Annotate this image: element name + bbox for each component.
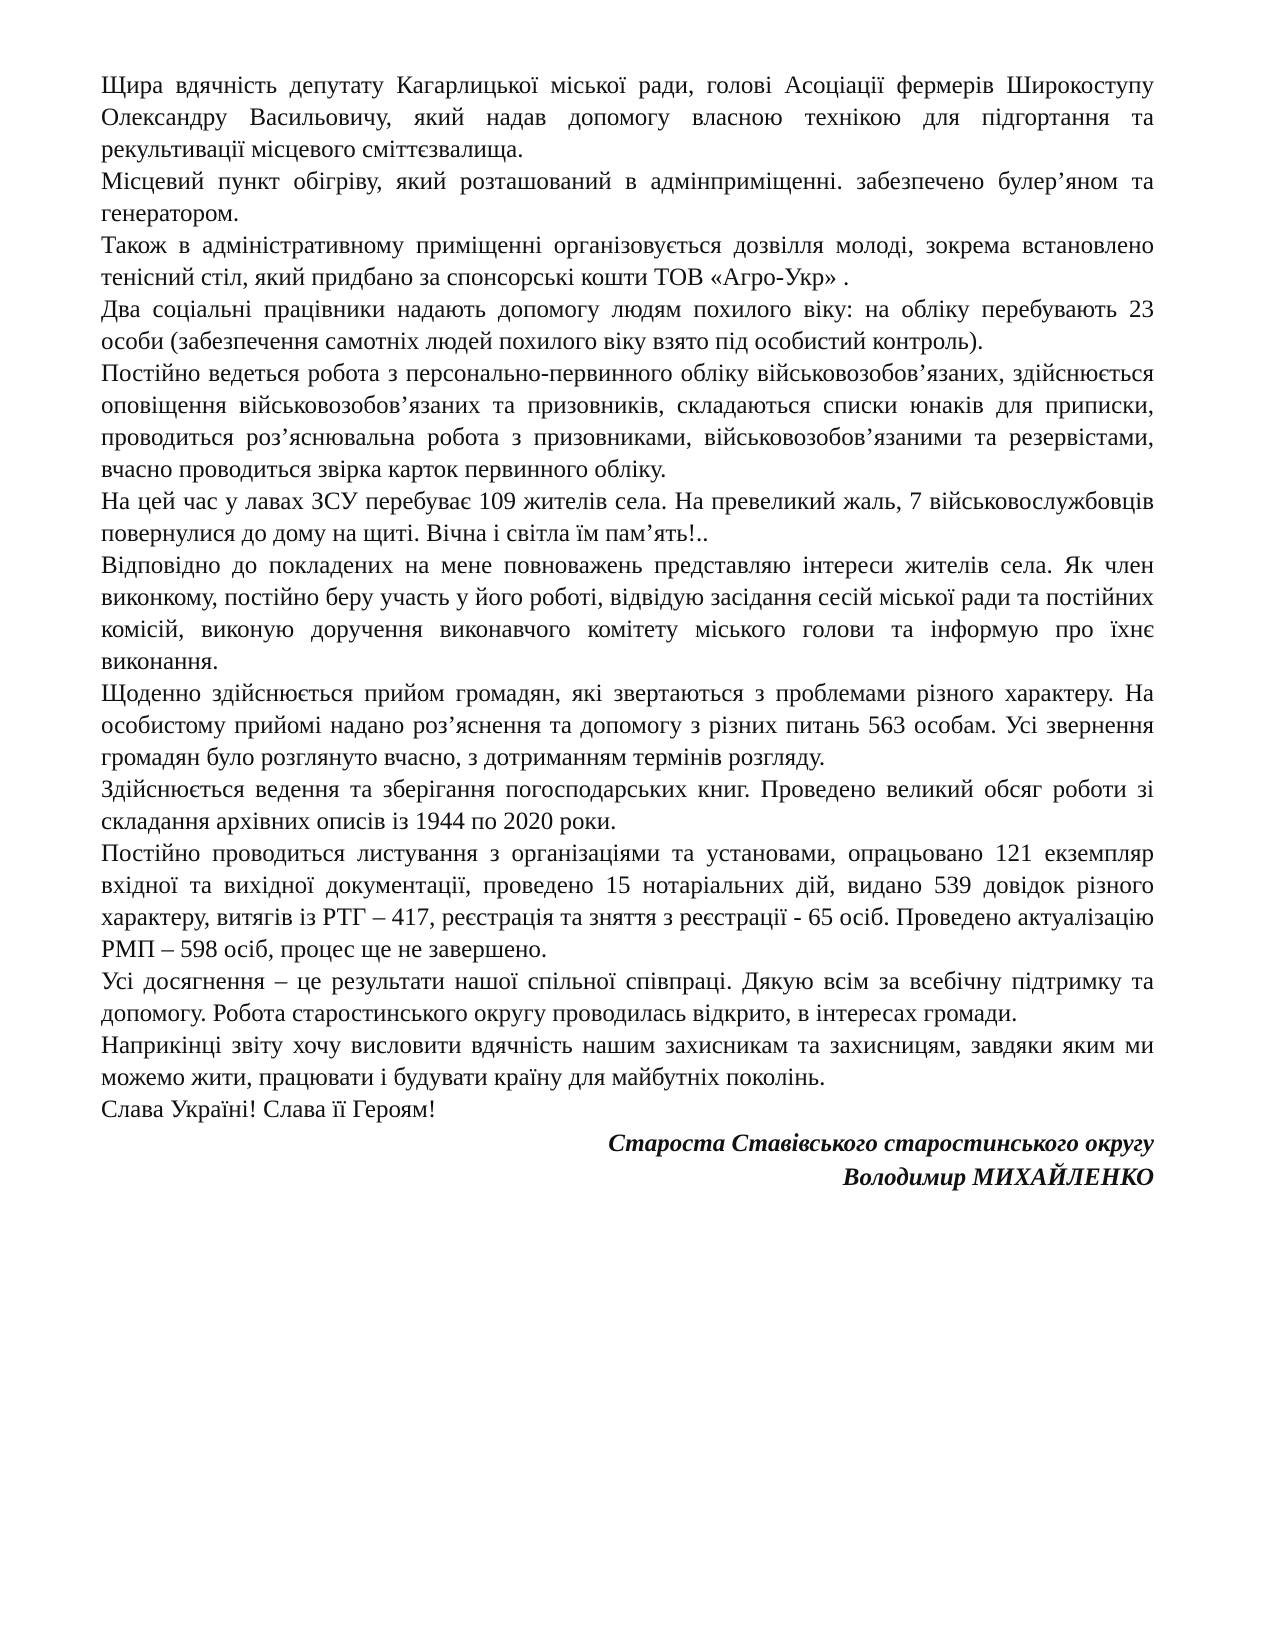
paragraph-glory: Слава Україні! Слава її Героям! [101, 1096, 437, 1123]
paragraph-social-workers: Два соціальні працівники надають допомогу людям похилого віку: на обліку перебувають 23 особи (забезпечення самотніх людей похилого віку взято під особистий контроль). [101, 296, 1154, 355]
paragraph-citizen-reception: Щоденно здійснюється прийом громадян, які звертаються з проблемами різного характеру. На особистому прийомі надано роз’яснення та допомогу з різних питань 563 особам. Усі звернення громадян було розглянуто вчасно, з дотриманням термінів розгляду. [101, 680, 1154, 771]
paragraph-youth-leisure: Також в адміністративному приміщенні організовується дозвілля молоді, зокрема встановлено тенісний стіл, який придбано за спонсорські кошти ТОВ «Агро-Укр» . [101, 232, 1154, 291]
paragraph-representation: Відповідно до покладених на мене повноважень представляю інтереси жителів села. Як член виконкому, постійно беру участь у його роботі, відвідую засідання сесій міської ради та постійних комісій, виконую доручення виконавчого комітету міського голови та інформую про їхнє виконання. [101, 552, 1154, 675]
paragraph-military-registration: Постійно ведеться робота з персонально-первинного обліку військовозобов’язаних, здійснюється оповіщення військовозобов’язаних та призовників, складаються списки юнаків для приписки, проводиться роз’яснювальна робота з призовниками, військовозобов’язаними та резервістами, вчасно проводиться звірка карток первинного обліку. [101, 360, 1154, 483]
paragraph-thanks-defenders: Наприкінці звіту хочу висловити вдячність нашим захисникам та захисницям, завдяки яким ми можемо жити, працювати і будувати країну для майбутніх поколінь. [101, 1032, 1154, 1091]
document-page [101, 70, 1154, 1195]
paragraph-household-books: Здійснюється ведення та зберігання погосподарських книг. Проведено великий обсяг роботи зі складання архівних описів із 1944 по 2020 роки. [101, 776, 1154, 835]
paragraph-armed-forces: На цей час у лавах ЗСУ перебуває 109 жителів села. На превеликий жаль, 7 військовослужбовців повернулися до дому на щиті. Вічна і світла їм пам’ять!.. [101, 488, 1154, 547]
paragraph-gratitude-sponsor: Щира вдячність депутату Кагарлицької міської ради, голові Асоціації фермерів Широкоступу Олександру Васильовичу, який надав допомогу власною технікою для підгортання та рекультивації місцевого сміттєзвалища. [101, 72, 1154, 163]
paragraph-correspondence: Постійно проводиться листування з організаціями та установами, опрацьовано 121 екземпляр вхідної та вихідної документації, проведено 15 нотаріальних дій, видано 539 довідок різного характеру, витягів із РТГ – 417, реєстрація та зняття з реєстрації - 65 осіб. Проведено актуалізацію РМП – 598 осіб, процес ще не завершено. [101, 840, 1154, 963]
paragraph-achievements: Усі досягнення – це результати нашої спільної співпраці. Дякую всім за всебічну підтримку та допомогу. Робота старостинського округу проводилась відкрито, в інтересах громади. [101, 968, 1154, 1027]
signature-name: Володимир МИХАЙЛЕНКО [842, 1164, 1154, 1191]
paragraph-heating-point: Місцевий пункт обігріву, який розташований в адмінприміщенні. забезпечено булер’яном та генератором. [101, 168, 1154, 227]
signature-block [101, 1127, 1154, 1195]
signature-position: Староста Ставівського старостинського округу [608, 1130, 1154, 1157]
